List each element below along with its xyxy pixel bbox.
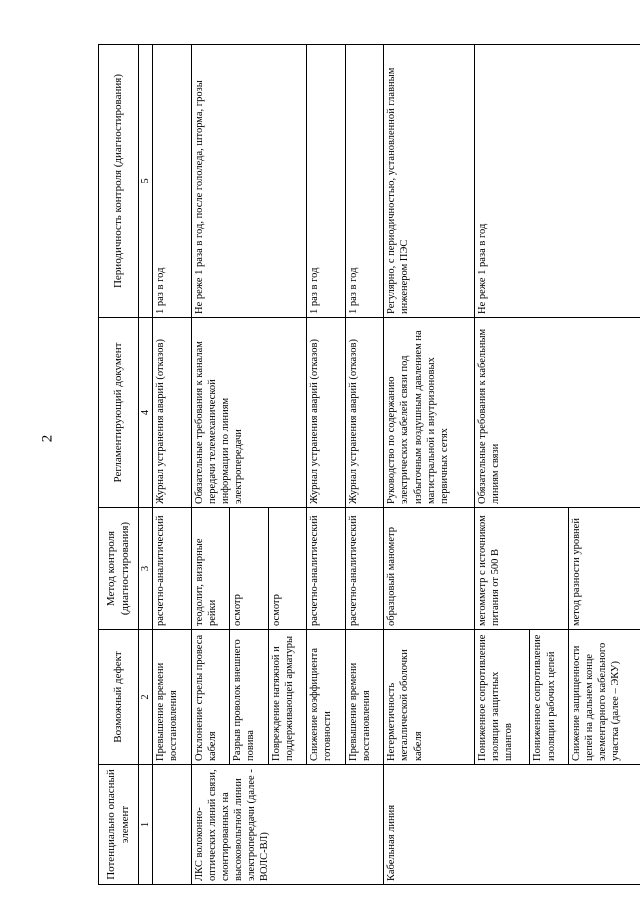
document-cell: Обязательные требования к кабельным линиям связи <box>474 318 640 508</box>
table-header-row <box>99 45 139 885</box>
header-defect: Возможный дефект <box>99 630 139 765</box>
document-cell: Журнал устранения аварий (отказов) <box>345 318 384 508</box>
table-row <box>153 45 192 885</box>
element-cell <box>153 765 192 885</box>
defect-cell: Негерметичность металлической оболочки кабеля <box>384 630 474 765</box>
defect-cell: Превышение времени восстановления <box>345 630 384 765</box>
defect-cell: Пониженное сопротивление изоляции рабочих цепей <box>530 630 569 765</box>
header-document: Регламентирующий документ <box>99 318 139 508</box>
period-cell: Не реже 1 раза в год, после гололеда, шторма, грозы <box>191 45 307 318</box>
column-number: 5 <box>139 45 153 318</box>
table-row <box>191 45 230 885</box>
defect-cell: Пониженное сопротивление изоляции защитных шлангов <box>474 630 530 765</box>
defect-cell: Повреждение натяжной и поддерживающей арматуры <box>268 630 307 765</box>
method-cell: мегомметр с источником питания от 500 В <box>474 508 568 630</box>
header-method: Метод контроля (диагностирования) <box>99 508 139 630</box>
element-cell: ЛКС волоконно-оптических линий связи, смонтированных на высоковольтной линии электропередачи (далее - ВОЛС-ВЛ) <box>191 765 384 885</box>
method-cell: теодолит, визирные рейки <box>191 508 230 630</box>
column-number: 1 <box>139 765 153 885</box>
page-number: 2 <box>39 434 56 443</box>
method-cell: осмотр <box>268 508 307 630</box>
method-cell: расчетно-аналитический <box>153 508 192 630</box>
method-cell: расчетно-аналитический <box>307 508 346 630</box>
method-cell: осмотр <box>230 508 269 630</box>
period-cell: Регулярно, с периодичностью, установленной главным инженером ПЭС <box>384 45 474 318</box>
header-element: Потенциально опасный элемент <box>99 765 139 885</box>
document-cell: Журнал устранения аварий (отказов) <box>153 318 192 508</box>
table-row <box>345 45 384 885</box>
method-cell: метод разности уровней <box>568 508 640 630</box>
table-row <box>474 45 530 885</box>
document-cell: Журнал устранения аварий (отказов) <box>307 318 346 508</box>
defect-cell: Снижение защищенности цепей на дальнем конце элементарного кабельного участка (далее – ЭКУ) <box>568 630 640 765</box>
method-cell: расчетно-аналитический <box>345 508 384 630</box>
column-number-row <box>139 45 153 885</box>
header-period: Периодичность контроля (диагностирования) <box>99 45 139 318</box>
period-cell: Не реже 1 раза в год <box>474 45 640 318</box>
defect-cell: Отклонение стрелы провеса кабеля <box>191 630 230 765</box>
document-cell: Обязательные требования к каналам передачи телемеханической информации по линиям электропередачи <box>191 318 307 508</box>
period-cell: 1 раз в год <box>307 45 346 318</box>
method-cell: образцовый манометр <box>384 508 474 630</box>
column-number: 2 <box>139 630 153 765</box>
control-methods-table <box>98 44 640 885</box>
defect-cell: Снижение коэффициента готовности <box>307 630 346 765</box>
element-cell: Кабельная линия <box>384 765 640 885</box>
defect-cell: Разрыв проволок внешнего повива <box>230 630 269 765</box>
control-table-frame <box>98 45 640 885</box>
defect-cell: Превышение времени восстановления <box>153 630 192 765</box>
table-row <box>384 45 474 885</box>
column-number: 4 <box>139 318 153 508</box>
table-row <box>307 45 346 885</box>
document-cell: Руководство по содержанию электрических кабелей связи под избыточным воздушным давлением на магистральной и внутризоновых первичных сетях <box>384 318 474 508</box>
period-cell: 1 раз в год <box>153 45 192 318</box>
column-number: 3 <box>139 508 153 630</box>
period-cell: 1 раз в год <box>345 45 384 318</box>
